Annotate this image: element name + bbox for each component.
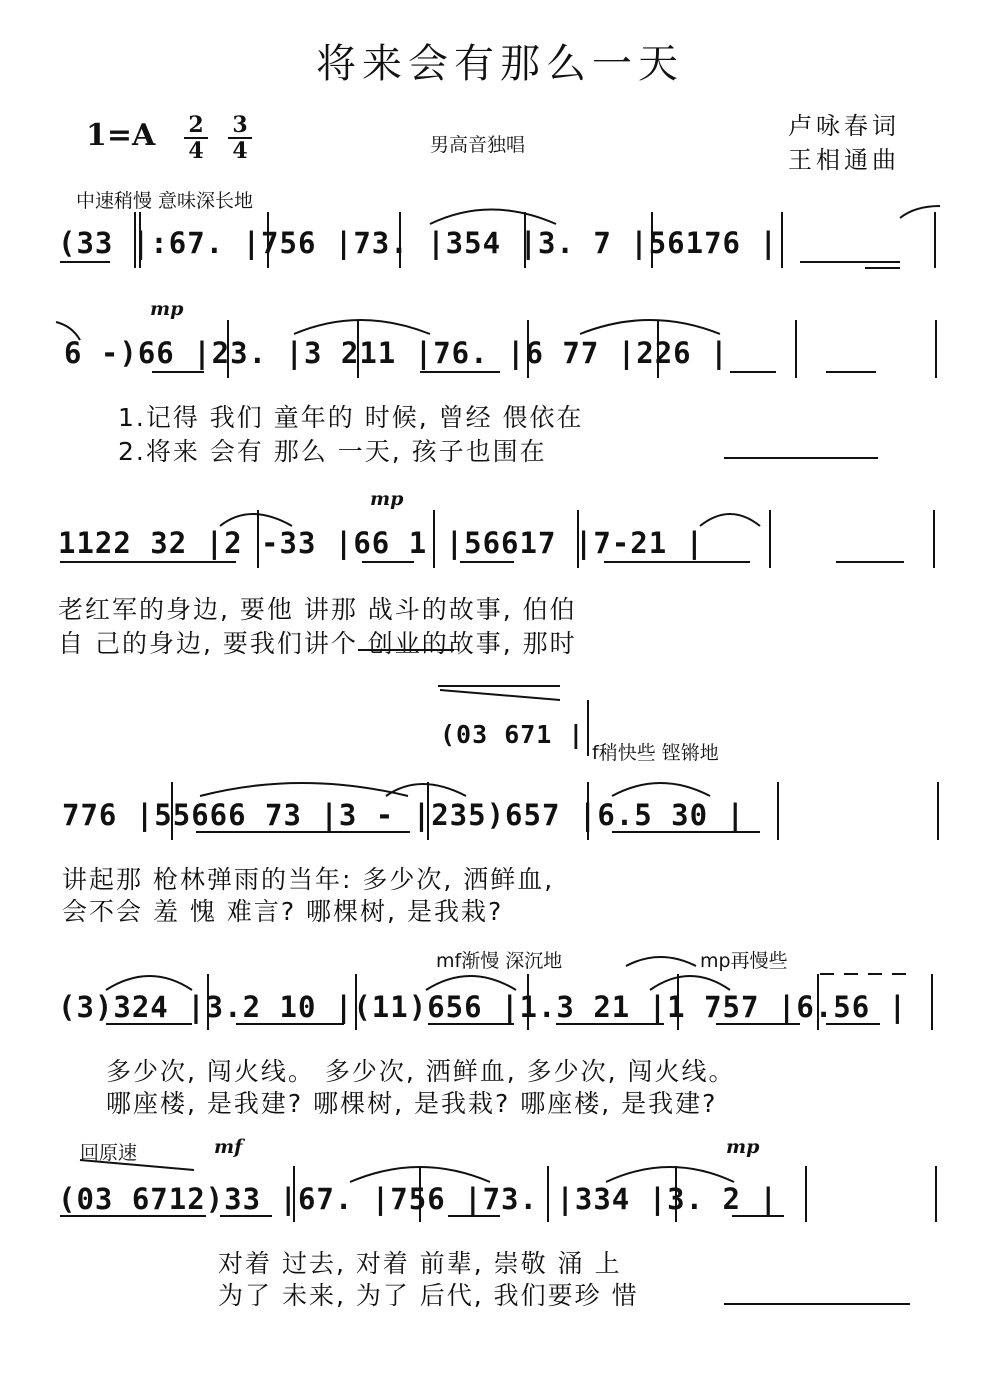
notation-row-1: (33 |:67. |756 |73. |354 |3. 7 |56176 |	[58, 226, 778, 260]
slur	[294, 320, 430, 334]
slur	[612, 783, 710, 796]
lyric-row-3-verse-1: 老红军的身边, 要他 讲那 战斗的故事, 伯伯	[58, 595, 577, 624]
time-sig-numerator: 3	[232, 112, 248, 138]
tempo-marking-f: f稍快些 铿锵地	[592, 742, 719, 764]
tempo-marking: 中速稍慢 意味深长地	[76, 190, 254, 212]
lyric-row-7-verse-1: 对着 过去, 对着 前辈, 崇敬 涌 上	[218, 1249, 622, 1278]
notation-row-5: 776 |55666 73 |3 - |235)657 |6.5 30 |	[62, 798, 746, 832]
slur	[56, 322, 80, 340]
slur	[580, 320, 720, 334]
lyric-row-2-verse-1: 1.记得 我们 童年的 时候, 曾经 偎依在	[118, 403, 584, 432]
notation-row-4-intro: (03 671 |	[440, 720, 585, 749]
tempo-marking-return: 回原速	[80, 1142, 138, 1164]
dynamic-mp: mp	[150, 298, 184, 320]
key-signature: 1=A	[86, 118, 156, 153]
lyric-row-5-verse-2: 会不会 羞 愧 难言? 哪棵树, 是我栽?	[62, 897, 504, 926]
slur	[650, 976, 730, 990]
decrescendo	[80, 1160, 194, 1170]
composer: 王相通曲	[788, 146, 900, 174]
time-sig-denominator: 4	[232, 138, 248, 164]
dynamic-mp: mp	[726, 1136, 760, 1158]
dynamic-mp: mp	[370, 488, 404, 510]
slur	[626, 957, 696, 966]
song-title: 将来会有那么一天	[316, 41, 684, 87]
slur	[106, 976, 192, 990]
slur	[606, 1167, 734, 1182]
slur	[200, 783, 408, 796]
slur	[700, 514, 760, 526]
notation-row-7: (03 6712)33 |67. |756 |73. |334 |3. 2 |	[58, 1182, 778, 1216]
tempo-marking-mp: mp再慢些	[700, 950, 788, 972]
notation-row-6: (3)324 |3.2 10 |(11)656 |1.3 21 |1 757 |6.56 |	[58, 990, 908, 1024]
notation-row-3: 1122 32 |2 -33 |66 1 |56617 |7-21 |	[58, 526, 705, 560]
lyric-row-7-verse-2: 为了 未来, 为了 后代, 我们要珍 惜	[218, 1281, 639, 1310]
slur	[220, 514, 292, 526]
lyric-row-2-verse-2: 2.将来 会有 那么 一天, 孩子也围在	[118, 437, 547, 466]
slur	[430, 210, 556, 225]
dynamic-mf: mf	[214, 1136, 243, 1158]
decrescendo	[440, 690, 560, 700]
performer: 男高音独唱	[430, 134, 526, 156]
notation-row-2: 6 -)66 |23. |3 211 |76. |6 77 |226 |	[64, 336, 729, 370]
lyricist: 卢咏春词	[788, 112, 900, 140]
lyric-row-6-verse-2: 哪座楼, 是我建? 哪棵树, 是我栽? 哪座楼, 是我建?	[106, 1089, 718, 1118]
time-sig-denominator: 4	[188, 138, 204, 164]
lyric-row-5-verse-1: 讲起那 枪林弹雨的当年: 多少次, 洒鲜血,	[62, 865, 555, 894]
slur	[426, 976, 516, 990]
lyric-row-3-verse-2: 自 己的身边, 要我们讲个 创业的故事, 那时	[58, 629, 577, 658]
tempo-marking-mf: mf渐慢 深沉地	[436, 950, 563, 972]
time-sig-numerator: 2	[188, 112, 204, 138]
lyric-row-6-verse-1: 多少次, 闯火线。 多少次, 洒鲜血, 多少次, 闯火线。	[106, 1057, 736, 1086]
